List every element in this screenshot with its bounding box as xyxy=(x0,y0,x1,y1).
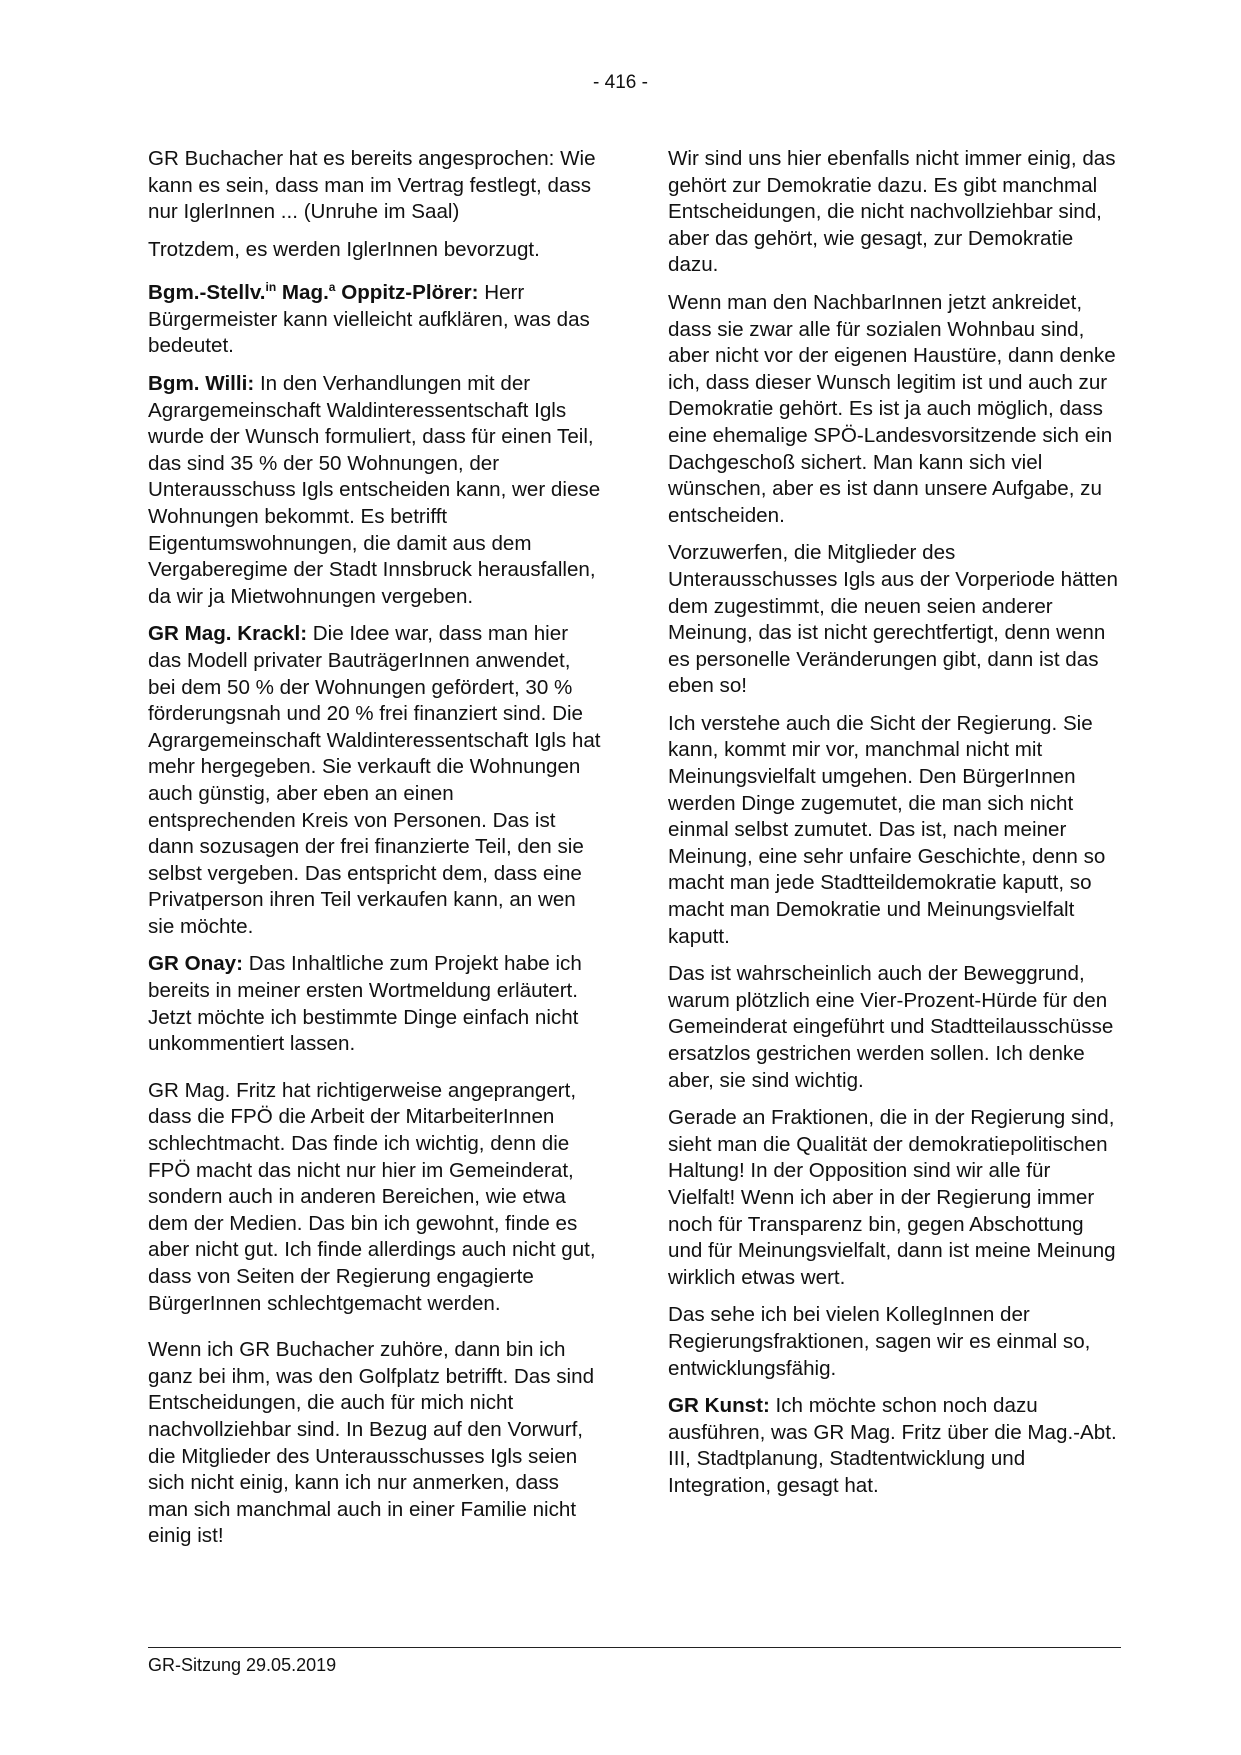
left-column xyxy=(148,146,603,1561)
paragraph: Das ist wahrscheinlich auch der Beweggrund, warum plötzlich eine Vier-Prozent-Hürde für den Gemeinderat eingeführt und Stadtteilausschüsse ersatzlos gestrichen werden sollen. Ich denke aber, sie sind wichtig. xyxy=(668,962,1114,1092)
page-number: - 416 - xyxy=(593,72,648,93)
speaker-name: Bgm.-Stellv.$^{in}$ Mag.$^a$ Oppitz-Plörer: xyxy=(148,280,479,305)
paragraph: Bgm.-Stellv.$^{in}$ Mag.$^a$ Oppitz-Plörer: Herr Bürgermeister kann vielleicht aufklären, was das bedeutet. xyxy=(148,280,590,358)
paragraph: GR Kunst: Ich möchte schon noch dazu ausführen, was GR Mag. Fritz über die Mag.-Abt. III, Stadtplanung, Stadtentwicklung und Integration, gesagt hat. xyxy=(668,1394,1117,1497)
paragraph: Wenn ich GR Buchacher zuhöre, dann bin ich ganz bei ihm, was den Golfplatz betrifft. Das sind Entscheidungen, die auch für mich nicht nachvollziehbar sind. In Bezug auf den Vorwurf, die Mitglieder des Unterausschusses Igls seien sich nicht einig, kann ich nur anmerken, dass man sich manchmal auch in einer Familie nicht einig ist! xyxy=(148,1338,595,1548)
paragraph: Wenn man den NachbarInnen jetzt ankreidet, dass sie zwar alle für sozialen Wohnbau sind, aber nicht vor der eigenen Haustüre, dann denke ich, dass dieser Wunsch legitim ist und auch zur Demokratie gehört. Es ist ja auch möglich, dass eine ehemalige SPÖ-Landesvorsitzende sich ein Dachgeschoß sichert. Man kann sich viel wünschen, aber es ist dann unsere Aufgabe, zu entscheiden. xyxy=(668,290,1116,527)
paragraph: GR Onay: Das Inhaltliche zum Projekt habe ich bereits in meiner ersten Wortmeldung erläutert. Jetzt möchte ich bestimmte Dinge einfach nicht unkommentiert lassen. xyxy=(148,952,582,1056)
paragraph: GR Mag. Krackl: Die Idee war, dass man hier das Modell privater BauträgerInnen anwendet, bei dem 50 % der Wohnungen gefördert, 30 % förderungsnah und 20 % frei finanziert sind. Die Agrargemeinschaft Waldinteressentschaft Igls hat mehr hergegeben. Sie verkauft die Wohnungen auch günstig, aber eben an einen entsprechenden Kreis von Personen. Das ist dann sozusagen der frei finanzierte Teil, den sie selbst vergeben. Das entspricht dem, dass eine Privatperson ihren Teil verkaufen kann, an wen sie möchte. xyxy=(148,622,601,938)
speaker-name: GR Kunst: xyxy=(668,1394,770,1418)
paragraph: Das sehe ich bei vielen KollegInnen der Regierungsfraktionen, sagen wir es einmal so, entwicklungsfähig. xyxy=(668,1303,1091,1380)
paragraph: Trotzdem, es werden IglerInnen bevorzugt. xyxy=(148,237,540,261)
paragraph: Wir sind uns hier ebenfalls nicht immer einig, das gehört zur Demokratie dazu. Es gibt manchmal Entscheidungen, die nicht nachvollziehbar sind, aber das gehört, wie gesagt, zur Demokratie dazu. xyxy=(668,147,1116,277)
paragraph: GR Mag. Fritz hat richtigerweise angeprangert, dass die FPÖ die Arbeit der MitarbeiterInnen schlechtmacht. Das finde ich wichtig, denn die FPÖ macht das nicht nur hier im Gemeinderat, sondern auch in anderen Bereichen, wie etwa dem der Medien. Das bin ich gewohnt, finde es aber nicht gut. Ich finde allerdings auch nicht gut, dass von Seiten der Regierung engagierte BürgerInnen schlechtgemacht werden. xyxy=(148,1078,596,1315)
paragraph: Ich verstehe auch die Sicht der Regierung. Sie kann, kommt mir vor, manchmal nicht mit Meinungsvielfalt umgehen. Den BürgerInnen werden Dinge zugemutet, die man sich nicht einmal selbst zumutet. Das ist, nach meiner Meinung, eine sehr unfaire Geschichte, denn so macht man jede Stadtteildemokratie kaputt, so macht man Demokratie und Meinungsvielfalt kaputt. xyxy=(668,711,1106,948)
paragraph: GR Buchacher hat es bereits angesprochen: Wie kann es sein, dass man im Vertrag festlegt, dass nur IglerInnen ... (Unruhe im Saal) xyxy=(148,147,596,224)
paragraph: Vorzuwerfen, die Mitglieder des Unterausschusses Igls aus der Vorperiode hätten dem zugestimmt, die neuen seien anderer Meinung, das ist nicht gerechtfertigt, denn wenn es personelle Veränderungen gibt, dann ist das eben so! xyxy=(668,541,1118,698)
footer-divider xyxy=(148,1647,1121,1648)
footer-session-date: GR-Sitzung 29.05.2019 xyxy=(148,1655,337,1675)
paragraph: Bgm. Willi: In den Verhandlungen mit der Agrargemeinschaft Waldinteressentschaft Igls wurde der Wunsch formuliert, dass für einen Teil, das sind 35 % der 50 Wohnungen, der Unterausschuss Igls entscheiden kann, wer diese Wohnungen bekommt. Es betrifft Eigentumswohnungen, die damit aus dem Vergaberegime der Stadt Innsbruck herausfallen, da wir ja Mietwohnungen vergeben. xyxy=(148,372,601,608)
speaker-name: GR Mag. Krackl: xyxy=(148,622,308,646)
speaker-name: Bgm. Willi: xyxy=(148,372,255,396)
paragraph: Gerade an Fraktionen, die in der Regierung sind, sieht man die Qualität der demokratiepolitischen Haltung! In der Opposition sind wir alle für Vielfalt! Wenn ich aber in der Regierung immer noch für Transparenz bin, gegen Abschottung und für Meinungsvielfalt, dann ist meine Meinung wirklich etwas wert. xyxy=(668,1106,1116,1289)
right-column xyxy=(668,146,1123,1511)
speaker-name: GR Onay: xyxy=(148,952,243,976)
